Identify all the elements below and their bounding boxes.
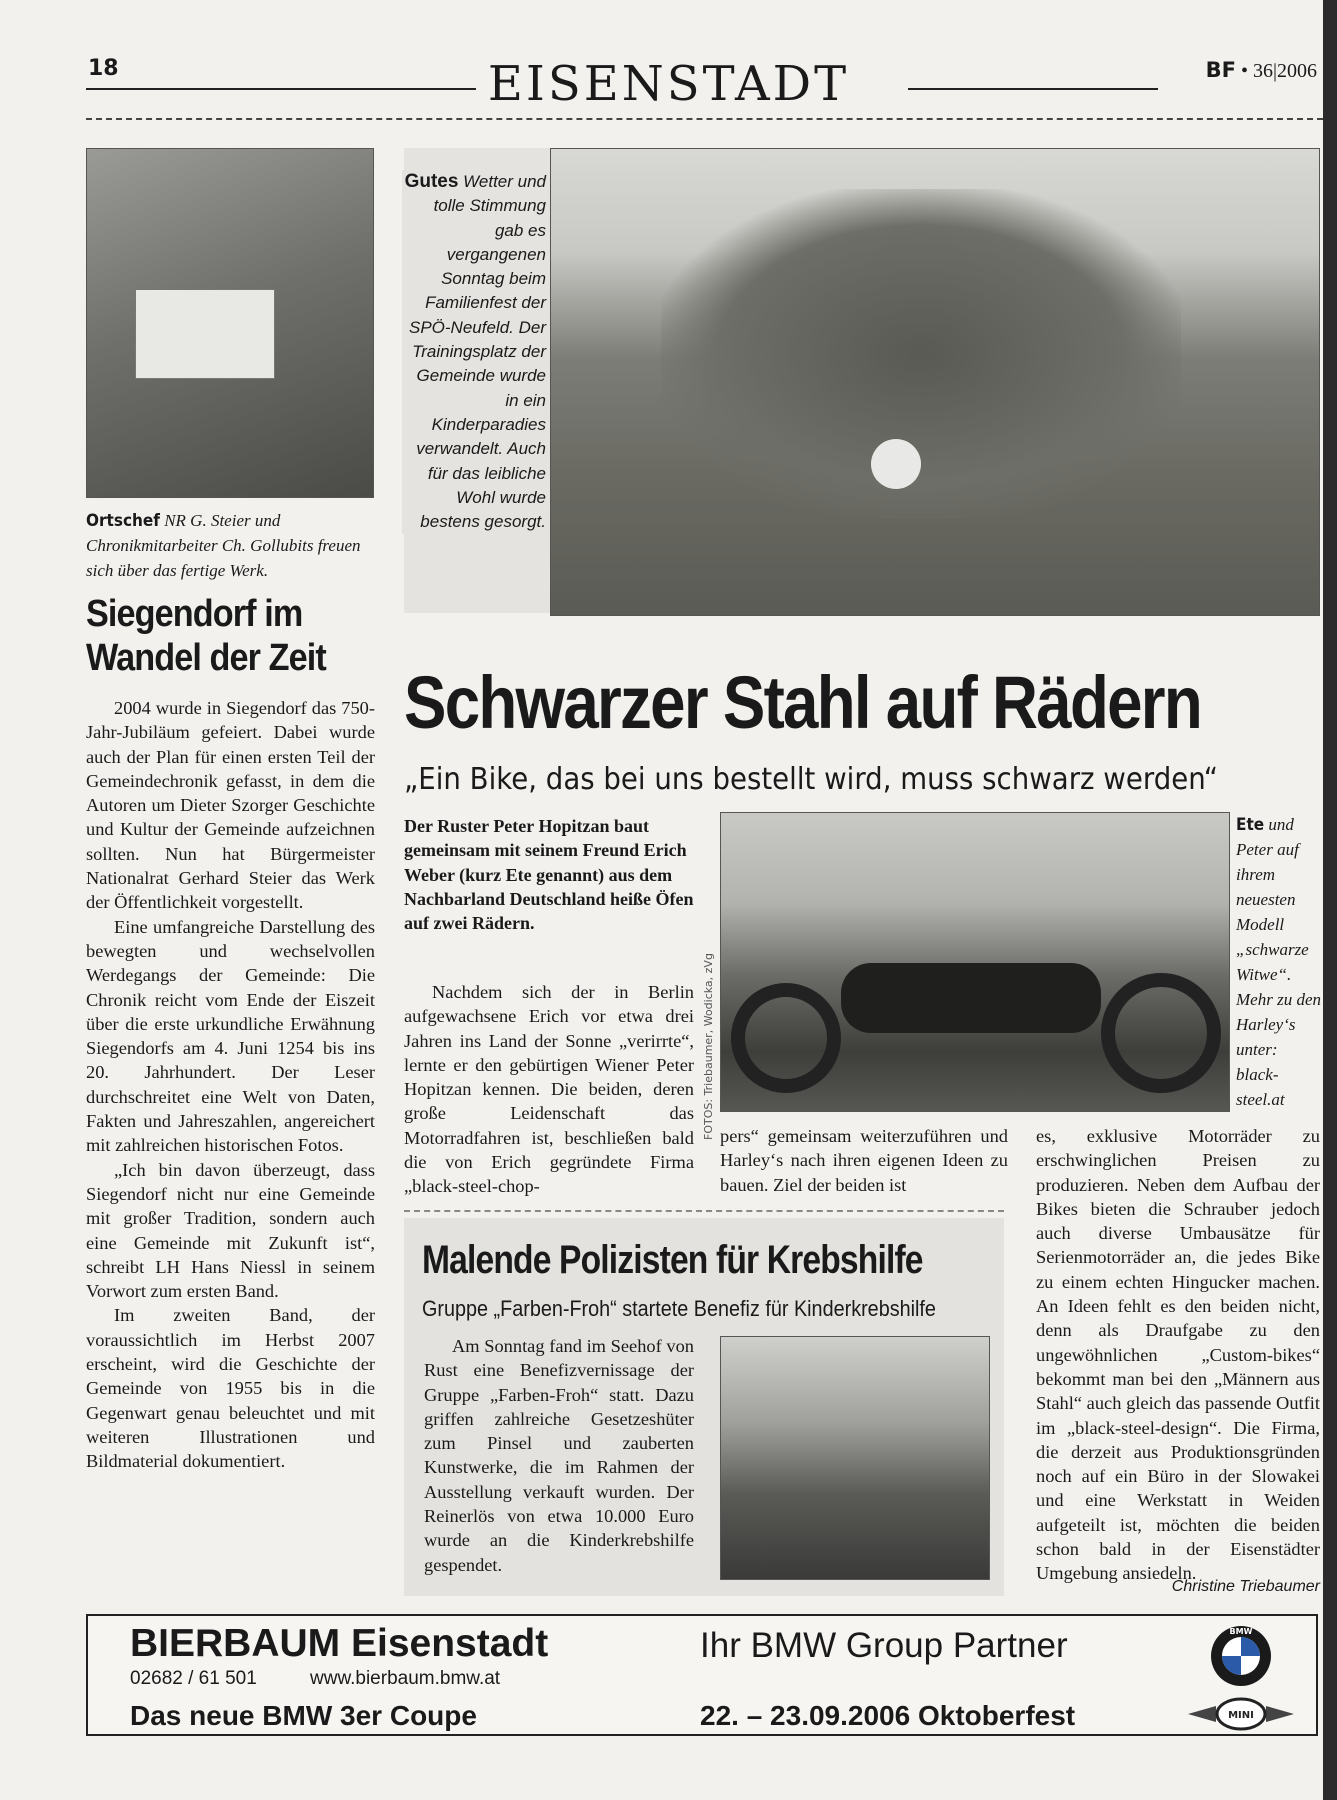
ad-event: 22. – 23.09.2006 Oktoberfest	[700, 1700, 1076, 1731]
siegendorf-article: 2004 wurde in Siegendorf das 750-Jahr-Jubiläum gefeiert. Dabei wurde auch der Plan für einen ersten Teil der Gemeindechronik gefasst, in dem die Autoren um Dieter Szorger Geschichte und Kultur der Gemeinde aufzeichnen sollten. Nun hat Bürgermeister Nationalrat Gerhard Steier das Werk der Öffentlichkeit vorgestellt. Eine umfangreiche Darstellung des bewegten und wechselvollen Werdegangs der Gemeinde: Die Chronik reicht vom Ende der Eiszeit über die erste urkundliche Erwähnung Siegendorfs am 4. Juni 1254 bis ins 20. Jahrhundert. Der Leser durchschreitet eine Welt von Daten, Fakten und Jahreszahlen, angereichert mit zahlreichen historischen Fotos. „Ich bin davon überzeugt, dass Siegendorf nicht nur eine Gemeinde mit großer Tradition, sondern auch eine Gemeinde mit Zukunft ist“, schreibt LH Hans Niessl in seinem Vorwort zum ersten Band. Im zweiten Band, der voraussichtlich im Herbst 2007 erscheint, wird die Geschichte der Gemeinde von 1955 bis in die Gegenwart genau beleuchtet und mit weiteren Illustrationen und Bildmaterial dokumentiert.	[86, 698, 375, 1472]
police-photo	[720, 1336, 990, 1580]
mini-logo-icon	[1186, 1696, 1296, 1732]
ad-dealer-name: BIERBAUM Eisenstadt	[130, 1622, 549, 1665]
bike-lead: Der Ruster Peter Hopitzan baut gemeinsam mit seinem Freund Erich Weber (kurz Ete genannt) aus dem Nachbarland Deutschland heiße Öfen auf zwei Rädern.	[404, 816, 694, 934]
svg-text:BMW: BMW	[1229, 1627, 1253, 1636]
motorcycle-photo	[720, 812, 1230, 1112]
police-subheadline: Gruppe „Farben-Froh“ startete Benefiz für Kinderkrebshilfe	[422, 1296, 936, 1321]
police-headline: Malende Polizisten für Krebshilfe	[422, 1238, 923, 1282]
front-wheel	[731, 983, 841, 1093]
rear-wheel	[1101, 973, 1221, 1093]
bike-subheadline: „Ein Bike, das bei uns bestellt wird, muss schwarz werden“	[404, 762, 1218, 797]
svg-text:MINI: MINI	[1228, 1710, 1254, 1721]
photo-credit: FOTOS: Triebaumer, Wodicka, zVg	[702, 953, 715, 1140]
bike-headline: Schwarzer Stahl auf Rädern	[404, 661, 1201, 744]
header-rule-right	[908, 88, 1158, 90]
family-fest-photo	[550, 148, 1320, 616]
issue-info: BF • 36|2006	[1205, 58, 1317, 82]
group-figures	[661, 189, 1181, 519]
bike-caption: Ete und Peter auf ihrem neuesten Modell „schwarze Witwe“. Mehr zu den Harley‘s unter: black-steel.at	[1236, 815, 1321, 1109]
bike-frame	[841, 963, 1101, 1033]
book-illustration	[135, 289, 275, 379]
ball-shape	[871, 439, 921, 489]
bmw-logo-icon	[1206, 1622, 1276, 1688]
header-divider	[86, 118, 1323, 120]
chronicle-photo	[86, 148, 374, 498]
siegendorf-headline: Siegendorf im Wandel der Zeit	[86, 593, 326, 679]
fest-caption: Gutes Wetter und tolle Stimmung gab es vergangenen Sonntag beim Familienfest der SPÖ-Neufeld. Der Trainingsplatz der Gemeinde wurde in ein Kinderparadies verwandelt. Auch für das leibliche Wohl wurde bestens gesorgt.	[402, 170, 546, 534]
ad-product: Das neue BMW 3er Coupe	[130, 1700, 477, 1731]
ad-website: www.bierbaum.bmw.at	[310, 1668, 501, 1689]
bike-column-1: Nachdem sich der in Berlin aufgewachsene Erich vor etwa drei Jahren ins Land der Sonne „verirrte“, lernte er den gebürtigen Wiener Peter Hopitzan kennen. Die beiden, deren große Leidenschaft das Motorradfahren ist, beschließen bald die von Erich gegründete Firma „black-steel-chop-	[404, 982, 694, 1197]
ad-partner: Ihr BMW Group Partner	[700, 1626, 1068, 1665]
bike-column-2: pers“ gemeinsam weiterzuführen und Harley‘s nach ihren eigenen Ideen zu bauen. Ziel der beiden ist	[720, 1126, 1008, 1195]
page-number: 18	[88, 56, 119, 81]
section-title: EISENSTADT	[487, 56, 850, 112]
bike-author: Christine Triebaumer	[1171, 1578, 1320, 1595]
chronicle-caption: Ortschef NR G. Steier und Chronikmitarbeiter Ch. Gollubits freuen sich über das fertige Werk.	[86, 511, 361, 580]
police-divider	[404, 1210, 1004, 1212]
ad-phone: 02682 / 61 501	[130, 1668, 257, 1689]
police-article: Am Sonntag fand im Seehof von Rust eine Benefizvernissage der Gruppe „Farben-Froh“ statt. Dazu griffen zahlreiche Gesetzeshüter zum Pinsel und zauberten Kunstwerke, die im Rahmen der Ausstellung verkauft wurden. Der Reinerlös von etwa 10.000 Euro wurde an die Kinderkrebshilfe gespendet.	[424, 1336, 694, 1575]
page-edge-shadow	[1323, 0, 1337, 1800]
bike-column-3: es, exklusive Motorräder zu erschwinglichen Preisen zu produzieren. Neben dem Aufbau der Bikes bieten die Schrauber jedoch auch diverse Umbausätze für Serienmotorräder an, die jedes Bike zu einem echten Hingucker machen. An Ideen fehlt es den beiden nicht, denn als Draufgabe zu den ungewöhnlichen „Custom-bikes“ bekommt man bei den „Männern aus Stahl“ auch gleich das passende Outfit im „black-steel-design“. Die Firma, die derzeit aus Produktionsgründen noch auf ein Büro in der Slowakei und eine Werkstatt in Weiden aufgeteilt ist, möchten die beiden schon bald in der Eisenstädter Umgebung ansiedeln.	[1036, 1126, 1320, 1584]
